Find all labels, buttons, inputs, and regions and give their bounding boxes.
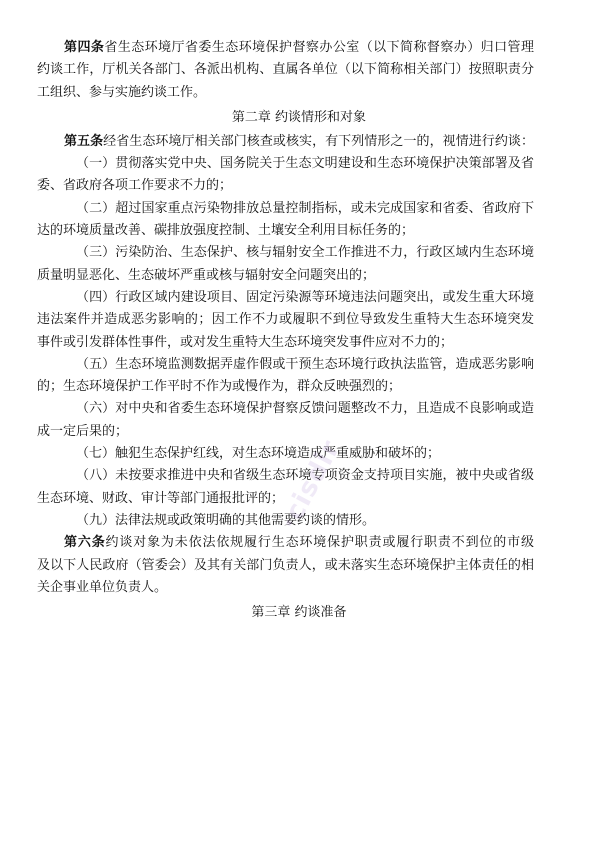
- article-5-item-8-line-1: （八）未按要求推进中央和省级生态环境专项资金支持项目实施，被中央或省级: [76, 468, 534, 484]
- article-4-line-3: 工组织、参与实施约谈工作。: [37, 84, 207, 100]
- article-5-item-4-line-3: 事件或引发群体性事件，或对发生重特大生态环境突发事件应对不力的；: [37, 334, 454, 350]
- article-5-item-1-line-1: （一）贯彻落实党中央、国务院关于生态文明建设和生态环境保护决策部署及省: [76, 156, 534, 172]
- document-body: [37, 37, 534, 626]
- article-5-number: 第五条: [64, 133, 104, 149]
- article-5-item-1-line-2: 委、省政府各项工作要求不力的；: [37, 178, 233, 194]
- article-5-line-1: [64, 131, 534, 153]
- article-6-line-1: [64, 532, 534, 554]
- article-4-number: 第四条: [64, 40, 105, 55]
- article-5-item-9-line-1: （九）法律法规或政策明确的其他需要约谈的情形。: [76, 512, 376, 528]
- article-5-item-3-line-1: （三）污染防治、生态保护、核与辐射安全工作推进不力，行政区域内生态环境: [76, 245, 534, 261]
- article-5-item-8-line-2: 生态环境、财政、审计等部门通报批评的；: [37, 490, 285, 506]
- article-5-item-7-line-1: （七）触犯生态保护红线，对生态环境造成严重威胁和破坏的；: [76, 446, 441, 462]
- chapter-3-heading: 第三章 约谈准备: [251, 605, 347, 621]
- article-4-text-1: 省生态环境厅省委生态环境保护督察办公室（以下简称督察办）归口管理: [104, 40, 534, 55]
- article-5-item-6-line-1: （六）对中央和省委生态环境保护督察反馈问题整改不力，且造成不良影响或造: [76, 401, 534, 417]
- article-5-item-3-line-2: 质量明显恶化、生态破坏严重或核与辐射安全问题突出的；: [37, 267, 376, 283]
- article-6-line-3: 关企事业单位负责人。: [37, 579, 168, 595]
- article-4-line-1: [64, 37, 534, 59]
- article-5-item-4-line-2: 违法案件并造成恶劣影响的；因工作不力或履职不到位导致发生重特大生态环境突发: [37, 312, 534, 328]
- article-6-number: 第六条: [64, 535, 106, 551]
- chapter-2-heading: 第二章 约谈情形和对象: [231, 109, 367, 125]
- article-4-line-2: 约谈工作，厅机关各部门、各派出机构、直属各单位（以下简称相关部门）按照职责分: [37, 62, 534, 78]
- article-6-line-2: 及以下人民政府（管委会）及其有关部门负责人，或未落实生态环境保护主体责任的相: [37, 557, 534, 573]
- article-5-item-5-line-1: （五）生态环境监测数据弄虚作假或干预生态环境行政执法监管，造成恶劣影响: [76, 356, 534, 372]
- watermark: ·cisdir: [274, 435, 347, 535]
- article-5-text-1: 经省生态环境厅相关部门核查或核实，有下列情形之一的，视情进行约谈：: [103, 133, 534, 149]
- article-5-item-4-line-1: （四）行政区域内建设项目、固定污染源等环境违法问题突出，或发生重大环境: [76, 289, 534, 305]
- article-5-item-5-line-2: 的；生态环境保护工作平时不作为或慢作为，群众反映强烈的；: [37, 379, 402, 395]
- article-5-item-2-line-1: （二）超过国家重点污染物排放总量控制指标，或未完成国家和省委、省政府下: [76, 200, 534, 216]
- article-5-item-2-line-2: 达的环境质量改善、碳排放强度控制、土壤安全利用目标任务的；: [37, 223, 415, 239]
- article-5-item-6-line-2: 成一定后果的；: [37, 423, 129, 439]
- article-6-text-1: 约谈对象为未依法依规履行生态环境保护职责或履行职责不到位的市级: [105, 535, 534, 551]
